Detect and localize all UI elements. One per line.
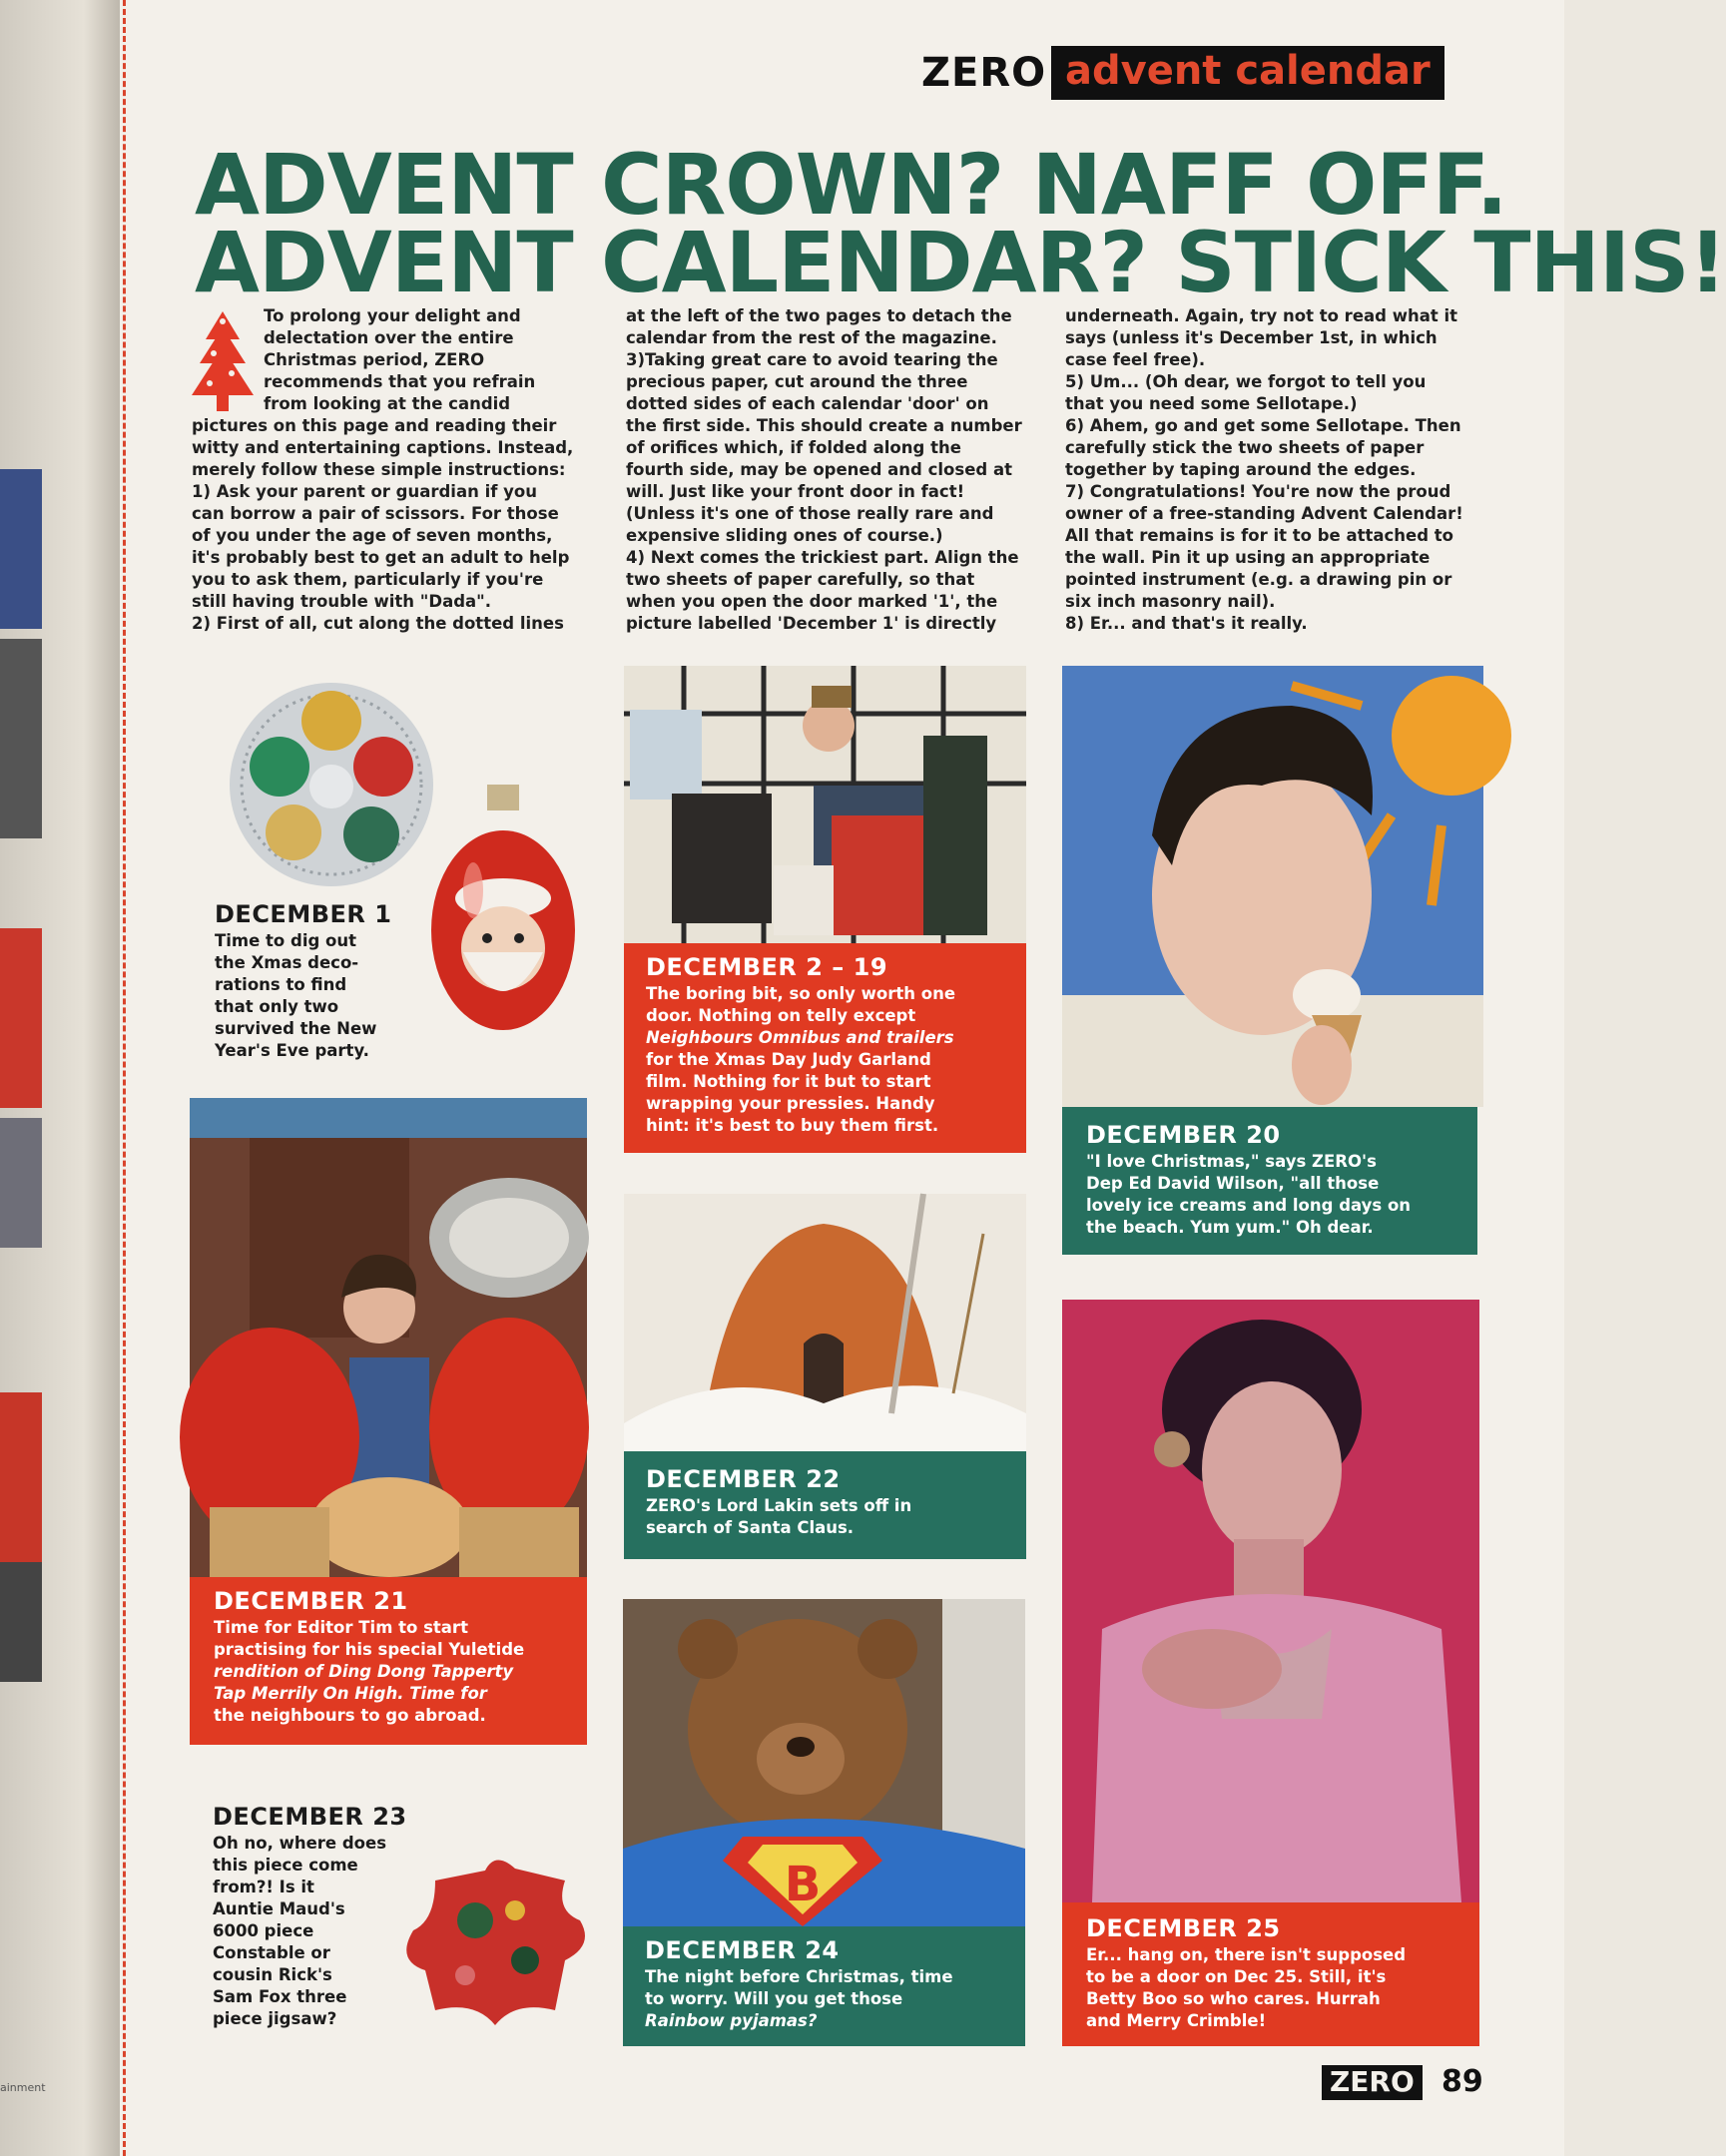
door-dec-23-line: 6000 piece bbox=[213, 1921, 314, 1940]
intro-line: precious paper, cut around the three bbox=[626, 372, 968, 391]
door-dec-1-line: Time to dig out bbox=[215, 931, 356, 950]
door-dec-21-line: practising for his special Yuletide bbox=[214, 1640, 525, 1659]
door-dec-20-caption bbox=[1062, 1107, 1477, 1255]
door-dec-21-line: rendition of Ding Dong Tapperty bbox=[214, 1662, 514, 1681]
door-dec-24-caption bbox=[623, 1926, 1025, 2046]
intro-line: picture labelled 'December 1' is directly bbox=[626, 614, 997, 633]
jigsaw-piece-image bbox=[395, 1851, 595, 2030]
door-dec-21-line: the neighbours to go abroad. bbox=[214, 1706, 486, 1725]
door-dec-20-photo bbox=[1062, 666, 1483, 1107]
door-dec-22-line: ZERO's Lord Lakin sets off in bbox=[646, 1496, 912, 1515]
door-dec-21-caption bbox=[190, 1577, 587, 1745]
section-tag: advent calendar bbox=[1051, 46, 1444, 100]
door-dec-25-line: Betty Boo so who cares. Hurrah bbox=[1086, 1989, 1381, 2008]
santa-bauble-photo bbox=[423, 781, 583, 1040]
man-with-presents-image bbox=[624, 666, 1026, 943]
door-dec-1-line: survived the New bbox=[215, 1019, 377, 1038]
door-dec-2-19-line: for the Xmas Day Judy Garland bbox=[646, 1050, 931, 1069]
door-dec-24-line: Rainbow pyjamas? bbox=[645, 2011, 818, 2030]
previous-page-photo-strip bbox=[0, 469, 42, 629]
door-dec-22-title: DECEMBER 22 bbox=[646, 1465, 841, 1493]
intro-line: All that remains is for it to be attached to bbox=[1065, 526, 1454, 545]
door-dec-23-line: Constable or bbox=[213, 1943, 330, 1962]
door-dec-23-caption bbox=[213, 1803, 407, 2030]
door-dec-23-line: from?! Is it bbox=[213, 1878, 314, 1896]
door-dec-20-line: Dep Ed David Wilson, "all those bbox=[1086, 1174, 1380, 1193]
door-dec-23-line: piece jigsaw? bbox=[213, 2009, 337, 2028]
intro-line: pictures on this page and reading their bbox=[192, 416, 557, 435]
door-dec-23-line: Sam Fox three bbox=[213, 1987, 347, 2006]
foil-decoration-photo bbox=[222, 675, 441, 894]
intro-line: To prolong your delight and bbox=[264, 306, 521, 325]
door-dec-20-line: "I love Christmas," says ZERO's bbox=[1086, 1152, 1377, 1171]
intro-column-1b bbox=[192, 415, 573, 635]
masthead-brand: ZERO bbox=[921, 50, 1047, 96]
door-dec-21-photo bbox=[190, 1098, 587, 1577]
door-dec-23-line: Oh no, where does bbox=[213, 1834, 387, 1853]
intro-line: will. Just like your front door in fact! bbox=[626, 482, 965, 501]
door-dec-25-line: Er... hang on, there isn't supposed bbox=[1086, 1945, 1407, 1964]
cut-line bbox=[123, 0, 126, 2156]
intro-line: 8) Er... and that's it really. bbox=[1065, 614, 1308, 633]
door-dec-20-line: lovely ice creams and long days on bbox=[1086, 1196, 1412, 1215]
door-dec-21-line: Time for Editor Tim to start bbox=[214, 1618, 468, 1637]
door-dec-23-line: Auntie Maud's bbox=[213, 1899, 345, 1918]
intro-line: pointed instrument (e.g. a drawing pin or bbox=[1065, 570, 1452, 589]
door-dec-23-title: DECEMBER 23 bbox=[213, 1803, 407, 1831]
drummer-image bbox=[190, 1098, 587, 1577]
intro-line: 3)Taking great care to avoid tearing the bbox=[626, 350, 998, 369]
previous-page-photo-strip bbox=[0, 928, 42, 1108]
intro-line: calendar from the rest of the magazine. bbox=[626, 328, 997, 347]
intro-line: the first side. This should create a number bbox=[626, 416, 1022, 435]
intro-line: that you need some Sellotape.) bbox=[1065, 394, 1358, 413]
intro-line: it's probably best to get an adult to help bbox=[192, 548, 570, 567]
door-dec-22-line: search of Santa Claus. bbox=[646, 1518, 855, 1537]
intro-line: 2) First of all, cut along the dotted lines bbox=[192, 614, 564, 633]
door-dec-1-caption bbox=[215, 900, 391, 1062]
intro-line: underneath. Again, try not to read what it bbox=[1065, 306, 1458, 325]
door-dec-25-caption bbox=[1062, 1902, 1479, 2046]
intro-column-2 bbox=[626, 305, 1022, 635]
intro-line: still having trouble with "Dada". bbox=[192, 592, 492, 611]
intro-line: recommends that you refrain bbox=[264, 372, 536, 391]
teddy-bear-superhero-image bbox=[623, 1599, 1025, 1926]
previous-page-photo-strip bbox=[0, 1392, 42, 1562]
intro-line: fourth side, may be opened and closed at bbox=[626, 460, 1012, 479]
igloo-tent-image bbox=[624, 1194, 1026, 1451]
intro-line: two sheets of paper carefully, so that bbox=[626, 570, 975, 589]
intro-line: together by taping around the edges. bbox=[1065, 460, 1417, 479]
door-dec-2-19-line: Neighbours Omnibus and trailers bbox=[646, 1028, 954, 1047]
intro-line: says (unless it's December 1st, in which bbox=[1065, 328, 1438, 347]
previous-page-margin-text: ainment bbox=[0, 2081, 46, 2094]
headline-line-1: ADVENT CROWN? NAFF OFF. bbox=[195, 136, 1507, 234]
intro-line: owner of a free-standing Advent Calendar! bbox=[1065, 504, 1463, 523]
door-dec-1-line: rations to find bbox=[215, 975, 347, 994]
intro-line: case feel free). bbox=[1065, 350, 1206, 369]
door-dec-2-19-line: film. Nothing for it but to start bbox=[646, 1072, 931, 1091]
door-dec-20-line: the beach. Yum yum." Oh dear. bbox=[1086, 1218, 1374, 1237]
door-dec-1-title: DECEMBER 1 bbox=[215, 900, 392, 928]
intro-line: 7) Congratulations! You're now the proud bbox=[1065, 482, 1451, 501]
door-dec-25-title: DECEMBER 25 bbox=[1086, 1914, 1281, 1942]
intro-line: when you open the door marked '1', the bbox=[626, 592, 998, 611]
man-eating-ice-cream-image bbox=[1062, 666, 1483, 1107]
intro-line: from looking at the candid bbox=[264, 394, 511, 413]
door-dec-22-caption bbox=[624, 1451, 1026, 1559]
intro-line: 6) Ahem, go and get some Sellotape. Then bbox=[1065, 416, 1461, 435]
intro-line: Christmas period, ZERO bbox=[264, 350, 485, 369]
door-dec-21-title: DECEMBER 21 bbox=[214, 1587, 408, 1615]
door-dec-2-19-line: The boring bit, so only worth one bbox=[646, 984, 956, 1003]
intro-line: 5) Um... (Oh dear, we forgot to tell you bbox=[1065, 372, 1427, 391]
door-dec-2-19-line: wrapping your pressies. Handy bbox=[646, 1094, 935, 1113]
intro-line: of you under the age of seven months, bbox=[192, 526, 553, 545]
door-dec-20-title: DECEMBER 20 bbox=[1086, 1121, 1281, 1149]
intro-line: can borrow a pair of scissors. For those bbox=[192, 504, 559, 523]
intro-line: carefully stick the two sheets of paper bbox=[1065, 438, 1425, 457]
intro-line: witty and entertaining captions. Instead, bbox=[192, 438, 574, 457]
intro-line: you to ask them, particularly if you're bbox=[192, 570, 544, 589]
door-dec-2-19-caption bbox=[624, 943, 1026, 1153]
svg-text:B: B bbox=[784, 1857, 822, 1912]
headline-line-2: ADVENT CALENDAR? STICK THIS! bbox=[195, 214, 1726, 311]
door-dec-21-line: Tap Merrily On High. Time for bbox=[214, 1684, 487, 1703]
intro-column-1a bbox=[264, 305, 535, 415]
folio-brand: ZERO bbox=[1322, 2065, 1423, 2100]
door-dec-23-line: cousin Rick's bbox=[213, 1965, 332, 1984]
door-dec-2-19-line: hint: it's best to buy them first. bbox=[646, 1116, 939, 1135]
intro-line: 4) Next comes the trickiest part. Align the bbox=[626, 548, 1019, 567]
page-number: 89 bbox=[1441, 2064, 1483, 2099]
door-dec-23-line: this piece come bbox=[213, 1856, 358, 1875]
door-dec-25-photo bbox=[1062, 1300, 1479, 1902]
door-dec-1-line: Year's Eve party. bbox=[215, 1041, 369, 1060]
door-dec-24-line: to worry. Will you get those bbox=[645, 1989, 903, 2008]
intro-line: delectation over the entire bbox=[264, 328, 514, 347]
door-dec-1-line: the Xmas deco- bbox=[215, 953, 359, 972]
door-dec-2-19-line: door. Nothing on telly except bbox=[646, 1006, 916, 1025]
previous-page-edge bbox=[0, 0, 120, 2156]
door-dec-25-line: and Merry Crimble! bbox=[1086, 2011, 1267, 2030]
door-dec-25-line: to be a door on Dec 25. Still, it's bbox=[1086, 1967, 1387, 1986]
intro-line: six inch masonry nail). bbox=[1065, 592, 1276, 611]
door-dec-22-photo bbox=[624, 1194, 1026, 1451]
previous-page-photo-strip bbox=[0, 1562, 42, 1682]
previous-page-photo-strip bbox=[0, 1118, 42, 1248]
door-dec-24-title: DECEMBER 24 bbox=[645, 1936, 840, 1964]
door-dec-24-line: The night before Christmas, time bbox=[645, 1967, 953, 1986]
intro-line: (Unless it's one of those really rare and bbox=[626, 504, 994, 523]
christmas-tree-icon bbox=[188, 307, 258, 417]
door-dec-1-line: that only two bbox=[215, 997, 339, 1016]
intro-line: the wall. Pin it up using an appropriate bbox=[1065, 548, 1431, 567]
intro-line: 1) Ask your parent or guardian if you bbox=[192, 482, 538, 501]
intro-line: merely follow these simple instructions: bbox=[192, 460, 566, 479]
intro-line: at the left of the two pages to detach the bbox=[626, 306, 1012, 325]
intro-line: expensive sliding ones of course.) bbox=[626, 526, 943, 545]
intro-line: of orifices which, if folded along the bbox=[626, 438, 961, 457]
previous-page-photo-strip bbox=[0, 639, 42, 838]
betty-boo-image bbox=[1062, 1300, 1479, 1902]
door-dec-24-photo bbox=[623, 1599, 1025, 1926]
door-dec-2-19-photo bbox=[624, 666, 1026, 943]
intro-line: dotted sides of each calendar 'door' on bbox=[626, 394, 989, 413]
door-dec-2-19-title: DECEMBER 2 – 19 bbox=[646, 953, 888, 981]
intro-column-3 bbox=[1065, 305, 1463, 635]
